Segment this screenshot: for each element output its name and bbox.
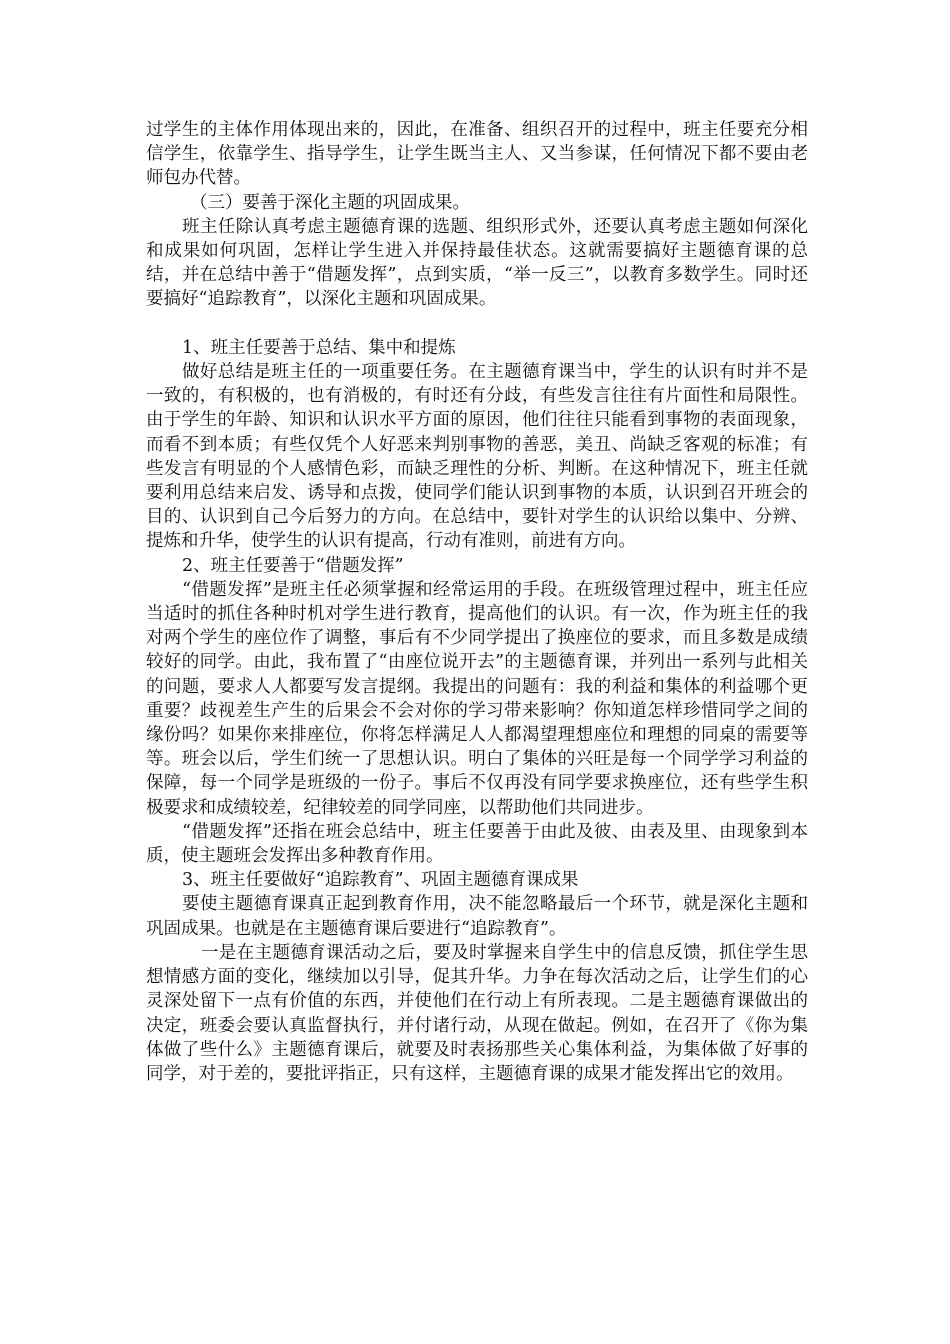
paragraph-borrow-topic-2: “借题发挥”还指在班会总结中，班主任要善于由此及彼、由表及里、由现象到本质，使主题班会发挥出多种教育作用。 bbox=[146, 821, 808, 867]
paragraph-tracking-intro: 要使主题德育课真正起到教育作用，决不能忽略最后一个环节，就是深化主题和巩固成果。也就是在主题德育课后要进行“追踪教育”。 bbox=[146, 894, 808, 939]
blank-line bbox=[146, 312, 808, 336]
paragraph-borrow-topic: “借题发挥”是班主任必须掌握和经常运用的手段。在班级管理过程中，班主任应当适时的抓住各种时机对学生进行教育，提高他们的认识。有一次，作为班主任的我对两个学生的座位作了调整，事后有不少同学提出了换座位的要求，而且多数是成绩较好的同学。由此，我布置了“由座位说开去”的主题德育课，并列出一系列与此相关的问题，要求人人都要写发言提纲。我提出的问题有：我的利益和集体的利益哪个更重要？歧视差生产生的后果会不会对你的学习带来影响？你知道怎样珍惜同学之间的缘份吗？如果你来排座位，你将怎样满足人人都渴望理想座位和理想的同桌的需要等等。班会以后，学生们统一了思想认识。明白了集体的兴旺是每一个同学学习利益的保障，每一个同学是班级的一份子。事后不仅再没有同学要求换座位，还有些学生积极要求和成绩较差，纪律较差的同学同座，以帮助他们共同进步。 bbox=[146, 579, 808, 818]
paragraph-section-3-intro: 班主任除认真考虑主题德育课的选题、组织形式外，还要认真考虑主题如何深化和成果如何巩固，怎样让学生进入并保持最佳状态。这就需要搞好主题德育课的总结，并在总结中善于“借题发挥”，点到实质，“举一反三”，以教育多数学生。同时还要搞好“追踪教育”，以深化主题和巩固成果。 bbox=[146, 216, 808, 310]
subheading-1: 1、班主任要善于总结、集中和提炼 bbox=[182, 337, 456, 358]
paragraph-continuation: 过学生的主体作用体现出来的，因此，在准备、组织召开的过程中，班主任要充分相信学生，依靠学生、指导学生，让学生既当主人、又当参谋，任何情况下都不要由老师包办代替。 bbox=[146, 120, 808, 189]
subheading-3: 3、班主任要做好“追踪教育”、巩固主题德育课成果 bbox=[182, 870, 579, 891]
paragraph-summary: 做好总结是班主任的一项重要任务。在主题德育课当中，学生的认识有时并不是一致的，有积极的，也有消极的，有时还有分歧，有些发言往往有片面性和局限性。由于学生的年龄、知识和认识水平方面的原因，他们往往只能看到事物的表面现象，而看不到本质；有些仅凭个人好恶来判别事物的善恶，美丑、尚缺乏客观的标准；有些发言有明显的个人感情色彩，而缺乏理性的分析、判断。在这种情况下，班主任就要利用总结来启发、诱导和点拨，使同学们能认识到事物的本质，认识到召开班会的目的、认识到自己今后努力的方向。在总结中，要针对学生的认识给以集中、分辨、提炼和升华，使学生的认识有提高，行动有准则，前进有方向。 bbox=[146, 362, 808, 552]
document-body bbox=[146, 118, 808, 1086]
paragraph-tracking-detail: 一是在主题德育课活动之后，要及时掌握来自学生中的信息反馈，抓住学生思想情感方面的变化，继续加以引导，促其升华。力争在每次活动之后，让学生们的心灵深处留下一点有价值的东西，并使他们在行动上有所表现。二是主题德育课做出的决定，班委会要认真监督执行，并付诸行动，从现在做起。例如，在召开了《你为集体做了些什么》主题德育课后，就要及时表扬那些关心集体利益，为集体做了好事的同学，对于差的，要批评指正，只有这样，主题德育课的成果才能发挥出它的效用。 bbox=[146, 942, 808, 1084]
section-heading-3: （三）要善于深化主题的巩固成果。 bbox=[190, 192, 470, 213]
subheading-2: 2、班主任要善于“借题发挥” bbox=[182, 555, 404, 576]
